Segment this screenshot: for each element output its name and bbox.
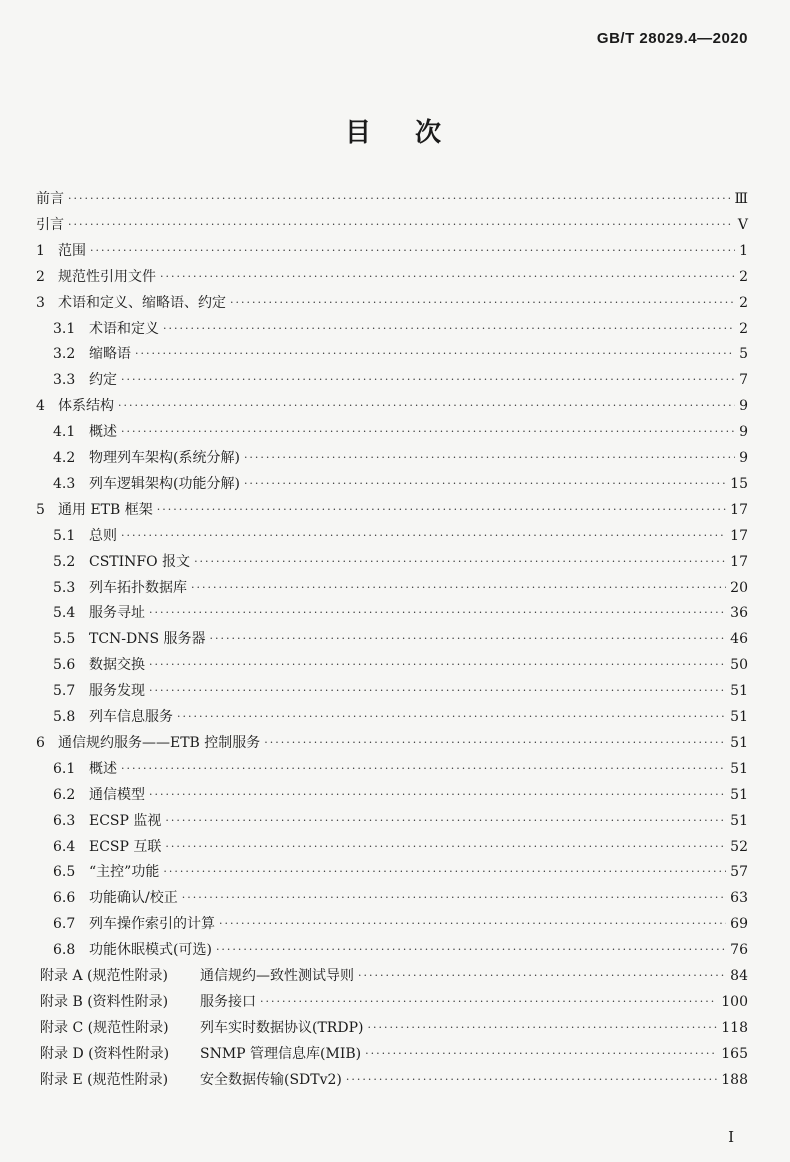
toc-entry-number: 附录 A (规范性附录): [40, 968, 168, 984]
toc-leader-dots: [194, 550, 726, 574]
toc-entry-title: 物理列车架构(系统分解): [89, 450, 240, 466]
toc-entry-page: 51: [730, 786, 748, 803]
toc-entry-title: 列车逻辑架构(功能分解): [89, 475, 240, 492]
toc-entry[interactable]: [53, 368, 748, 392]
toc-entry-title: 约定: [89, 372, 117, 389]
toc-entry[interactable]: [53, 886, 748, 910]
toc-entry-page: 51: [730, 812, 748, 829]
toc-entry-page: 50: [730, 657, 748, 674]
toc-entry[interactable]: [53, 627, 748, 651]
toc-entry-title: 缩略语: [89, 346, 131, 363]
toc-entry[interactable]: [53, 317, 748, 341]
toc-entry-page: 15: [730, 475, 748, 492]
toc-entry[interactable]: [36, 394, 748, 418]
toc-entry-number: 3.1: [53, 320, 76, 337]
toc-entry[interactable]: [53, 524, 748, 548]
toc-entry[interactable]: [40, 1016, 748, 1040]
toc-leader-dots: [149, 601, 726, 625]
toc-entry-number: 3.3: [53, 372, 76, 389]
toc-entry-page: 63: [730, 890, 748, 907]
toc-entry-number: 6.3: [53, 812, 76, 829]
toc-entry-page: 9: [739, 398, 748, 415]
toc-entry-title: 总则: [89, 527, 117, 544]
toc-entry[interactable]: [53, 576, 748, 600]
toc-entry-title: 术语和定义: [89, 320, 159, 337]
toc-entry-page: 2: [739, 320, 748, 337]
toc-leader-dots: [216, 938, 726, 962]
toc-entry-title: 数据交换: [89, 657, 145, 674]
toc-entry-number: 5.8: [53, 709, 76, 725]
toc-entry-page: 51: [730, 709, 748, 725]
toc-entry-number: 5.1: [53, 527, 76, 544]
toc-entry-page: 2: [739, 268, 748, 285]
toc-entry-page: 7: [739, 372, 748, 389]
toc-entry-page: 1: [739, 242, 748, 259]
toc-entry-title: 列车实时数据协议(TRDP): [200, 1019, 364, 1036]
toc-leader-dots: [367, 1016, 717, 1040]
toc-entry-number: 6.1: [53, 760, 76, 777]
toc-leader-dots: [121, 420, 735, 444]
toc-entry-number: 6.4: [53, 838, 76, 855]
toc-entry-title: 范围: [58, 242, 86, 259]
toc-entry-number: 3.2: [53, 346, 76, 363]
toc-entry-title: 功能休眠模式(可选): [89, 942, 212, 959]
toc-entry[interactable]: [53, 601, 748, 625]
toc-entry[interactable]: [36, 731, 748, 755]
toc-entry[interactable]: [36, 187, 748, 211]
toc-leader-dots: [165, 835, 726, 859]
toc-entry-title: 列车操作索引的计算: [89, 916, 215, 933]
toc-entry-number: 附录 D (资料性附录): [40, 1045, 170, 1062]
toc-entry-page: 69: [730, 916, 748, 933]
toc-entry-page: 17: [730, 527, 748, 544]
toc-leader-dots: [121, 368, 735, 392]
toc-leader-dots: [358, 964, 726, 988]
toc-entry-page: 9: [739, 450, 748, 466]
toc-entry-title: ECSP 监视: [89, 812, 162, 829]
toc-entry-page: 2: [739, 294, 748, 311]
toc-leader-dots: [244, 472, 726, 496]
toc-leader-dots: [165, 809, 726, 833]
toc-entry-page: 188: [721, 1071, 748, 1088]
toc-entry-page: 5: [739, 346, 748, 363]
toc-entry-number: 6: [36, 734, 45, 751]
toc-entry[interactable]: [36, 239, 748, 263]
toc-entry-title: 通信模型: [89, 786, 145, 803]
toc-leader-dots: [121, 524, 726, 548]
toc-entry-number: 4.1: [53, 424, 76, 441]
toc-entry[interactable]: [53, 472, 748, 496]
toc-entry-number: 3: [36, 294, 45, 311]
toc-leader-dots: [365, 1042, 717, 1066]
toc-entry-page: 51: [730, 734, 748, 751]
toc-entry-title: 引言: [36, 216, 64, 233]
toc-entry-number: 5.7: [53, 683, 76, 700]
toc-entry-page: 51: [730, 760, 748, 777]
toc-entry-title: ECSP 互联: [89, 838, 162, 855]
toc-leader-dots: [163, 860, 726, 884]
toc-leader-dots: [68, 213, 734, 237]
toc-entry[interactable]: [53, 653, 748, 677]
toc-entry-page: 20: [730, 579, 748, 596]
toc-entry[interactable]: [53, 835, 748, 859]
toc-entry-title: “主控”功能: [89, 864, 160, 881]
toc-entry-number: 6.7: [53, 916, 76, 933]
toc-entry-page: 36: [730, 605, 748, 622]
toc-entry-title: 概述: [89, 760, 117, 777]
toc-entry-page: 165: [721, 1045, 748, 1062]
toc-entry-number: 4.2: [53, 450, 76, 466]
toc-entry-page: 84: [730, 968, 748, 984]
toc-entry-title: 规范性引用文件: [58, 268, 156, 285]
toc-entry-title: 概述: [89, 424, 117, 441]
toc-entry-number: 6.2: [53, 786, 76, 803]
toc-entry-title: 服务发现: [89, 683, 145, 700]
toc-entry[interactable]: [53, 446, 748, 470]
toc-entry-number: 4: [36, 398, 45, 415]
toc-entry-title: TCN-DNS 服务器: [89, 631, 206, 648]
toc-entry[interactable]: [53, 860, 748, 884]
page-number: I: [728, 1128, 734, 1146]
title-part-1: 目: [344, 118, 375, 148]
toc-entry-page: 57: [730, 864, 748, 881]
toc-entry-page: 17: [730, 501, 748, 518]
toc-entry[interactable]: [53, 912, 748, 936]
toc-entry[interactable]: [53, 550, 748, 574]
toc-entry-number: 5.6: [53, 657, 76, 674]
toc-entry-number: 附录 E (规范性附录): [40, 1071, 169, 1088]
toc-entry-page: 9: [739, 424, 748, 441]
toc-entry[interactable]: [53, 705, 748, 729]
toc-leader-dots: [68, 187, 730, 211]
toc-entry[interactable]: [36, 265, 748, 289]
toc-entry-number: 6.6: [53, 890, 76, 907]
toc-entry-title: 通用 ETB 框架: [58, 501, 153, 518]
toc-entry-number: 5.3: [53, 579, 76, 596]
toc-entry-number: 2: [36, 268, 45, 285]
toc-entry-title: 列车拓扑数据库: [89, 579, 187, 596]
toc-entry-number: 5.2: [53, 553, 76, 570]
toc-entry-number: 1: [36, 242, 45, 259]
toc-entry[interactable]: [36, 291, 748, 315]
toc-entry-title: 功能确认/校正: [89, 890, 178, 907]
toc-leader-dots: [90, 239, 735, 263]
toc-leader-dots: [219, 912, 726, 936]
toc-entry[interactable]: [40, 1042, 748, 1066]
toc-leader-dots: [149, 653, 726, 677]
toc-leader-dots: [260, 990, 717, 1014]
toc-entry-number: 5.5: [53, 631, 76, 648]
toc-leader-dots: [210, 627, 727, 651]
toc-entry-number: 附录 C (规范性附录): [40, 1019, 169, 1036]
standard-code: GB/T 28029.4—2020: [596, 30, 748, 47]
toc-leader-dots: [177, 705, 726, 729]
toc-leader-dots: [230, 291, 735, 315]
toc-entry[interactable]: [53, 757, 748, 781]
toc-entry-page: 51: [730, 683, 748, 700]
toc-entry[interactable]: [53, 783, 748, 807]
toc-entry-number: 5.4: [53, 605, 76, 622]
toc-entry[interactable]: [53, 342, 748, 366]
toc-entry-number: 5: [36, 501, 45, 518]
toc-leader-dots: [191, 576, 726, 600]
toc-entry-number: 附录 B (资料性附录): [40, 993, 169, 1010]
toc-entry[interactable]: [53, 809, 748, 833]
toc-entry[interactable]: [36, 213, 748, 237]
toc-entry[interactable]: [40, 964, 748, 988]
toc-leader-dots: [182, 886, 726, 910]
toc-leader-dots: [149, 783, 726, 807]
toc-entry[interactable]: [40, 1068, 748, 1092]
toc-leader-dots: [346, 1068, 717, 1092]
toc-leader-dots: [163, 317, 735, 341]
toc-entry-number: 4.3: [53, 475, 76, 492]
toc-leader-dots: [149, 679, 726, 703]
toc-leader-dots: [121, 757, 726, 781]
toc-entry-title: 体系结构: [58, 398, 114, 415]
toc-entry-title: 通信规约—致性测试导则: [200, 968, 354, 984]
toc-entry-page: Ⅴ: [737, 216, 748, 233]
toc-entry-page: 100: [721, 993, 748, 1010]
toc-leader-dots: [264, 731, 726, 755]
toc-entry-title: 列车信息服务: [89, 709, 173, 725]
toc-entry-title: 通信规约服务——ETB 控制服务: [58, 734, 261, 751]
toc-entry-page: 118: [721, 1019, 748, 1036]
toc-leader-dots: [135, 342, 735, 366]
toc-entry-page: 46: [730, 631, 748, 648]
toc-leader-dots: [157, 498, 726, 522]
toc-entry[interactable]: [40, 990, 748, 1014]
toc-entry-title: SNMP 管理信息库(MIB): [200, 1045, 362, 1062]
toc-entry[interactable]: [53, 679, 748, 703]
toc-entry-number: 6.8: [53, 942, 76, 959]
toc-leader-dots: [118, 394, 735, 418]
toc-entry[interactable]: [36, 498, 748, 522]
toc-entry-title: 术语和定义、缩略语、约定: [58, 294, 226, 311]
toc-entry-page: 76: [730, 942, 748, 959]
toc-entry-title: CSTINFO 报文: [89, 553, 191, 570]
toc-entry-page: Ⅲ: [734, 191, 748, 207]
title-part-2: 次: [415, 118, 446, 148]
toc-entry-title: 前言: [36, 191, 64, 207]
toc-entry-number: 6.5: [53, 864, 76, 881]
toc-entry[interactable]: [53, 938, 748, 962]
toc-entry-page: 52: [730, 838, 748, 855]
toc-leader-dots: [244, 446, 735, 470]
toc-entry-page: 17: [730, 553, 748, 570]
toc-entry-title: 服务寻址: [89, 605, 145, 622]
page-title: [0, 112, 790, 149]
toc-leader-dots: [160, 265, 735, 289]
toc-entry-title: 安全数据传输(SDTv2): [200, 1071, 342, 1088]
toc-entry-title: 服务接口: [200, 993, 256, 1010]
toc-entry[interactable]: [53, 420, 748, 444]
